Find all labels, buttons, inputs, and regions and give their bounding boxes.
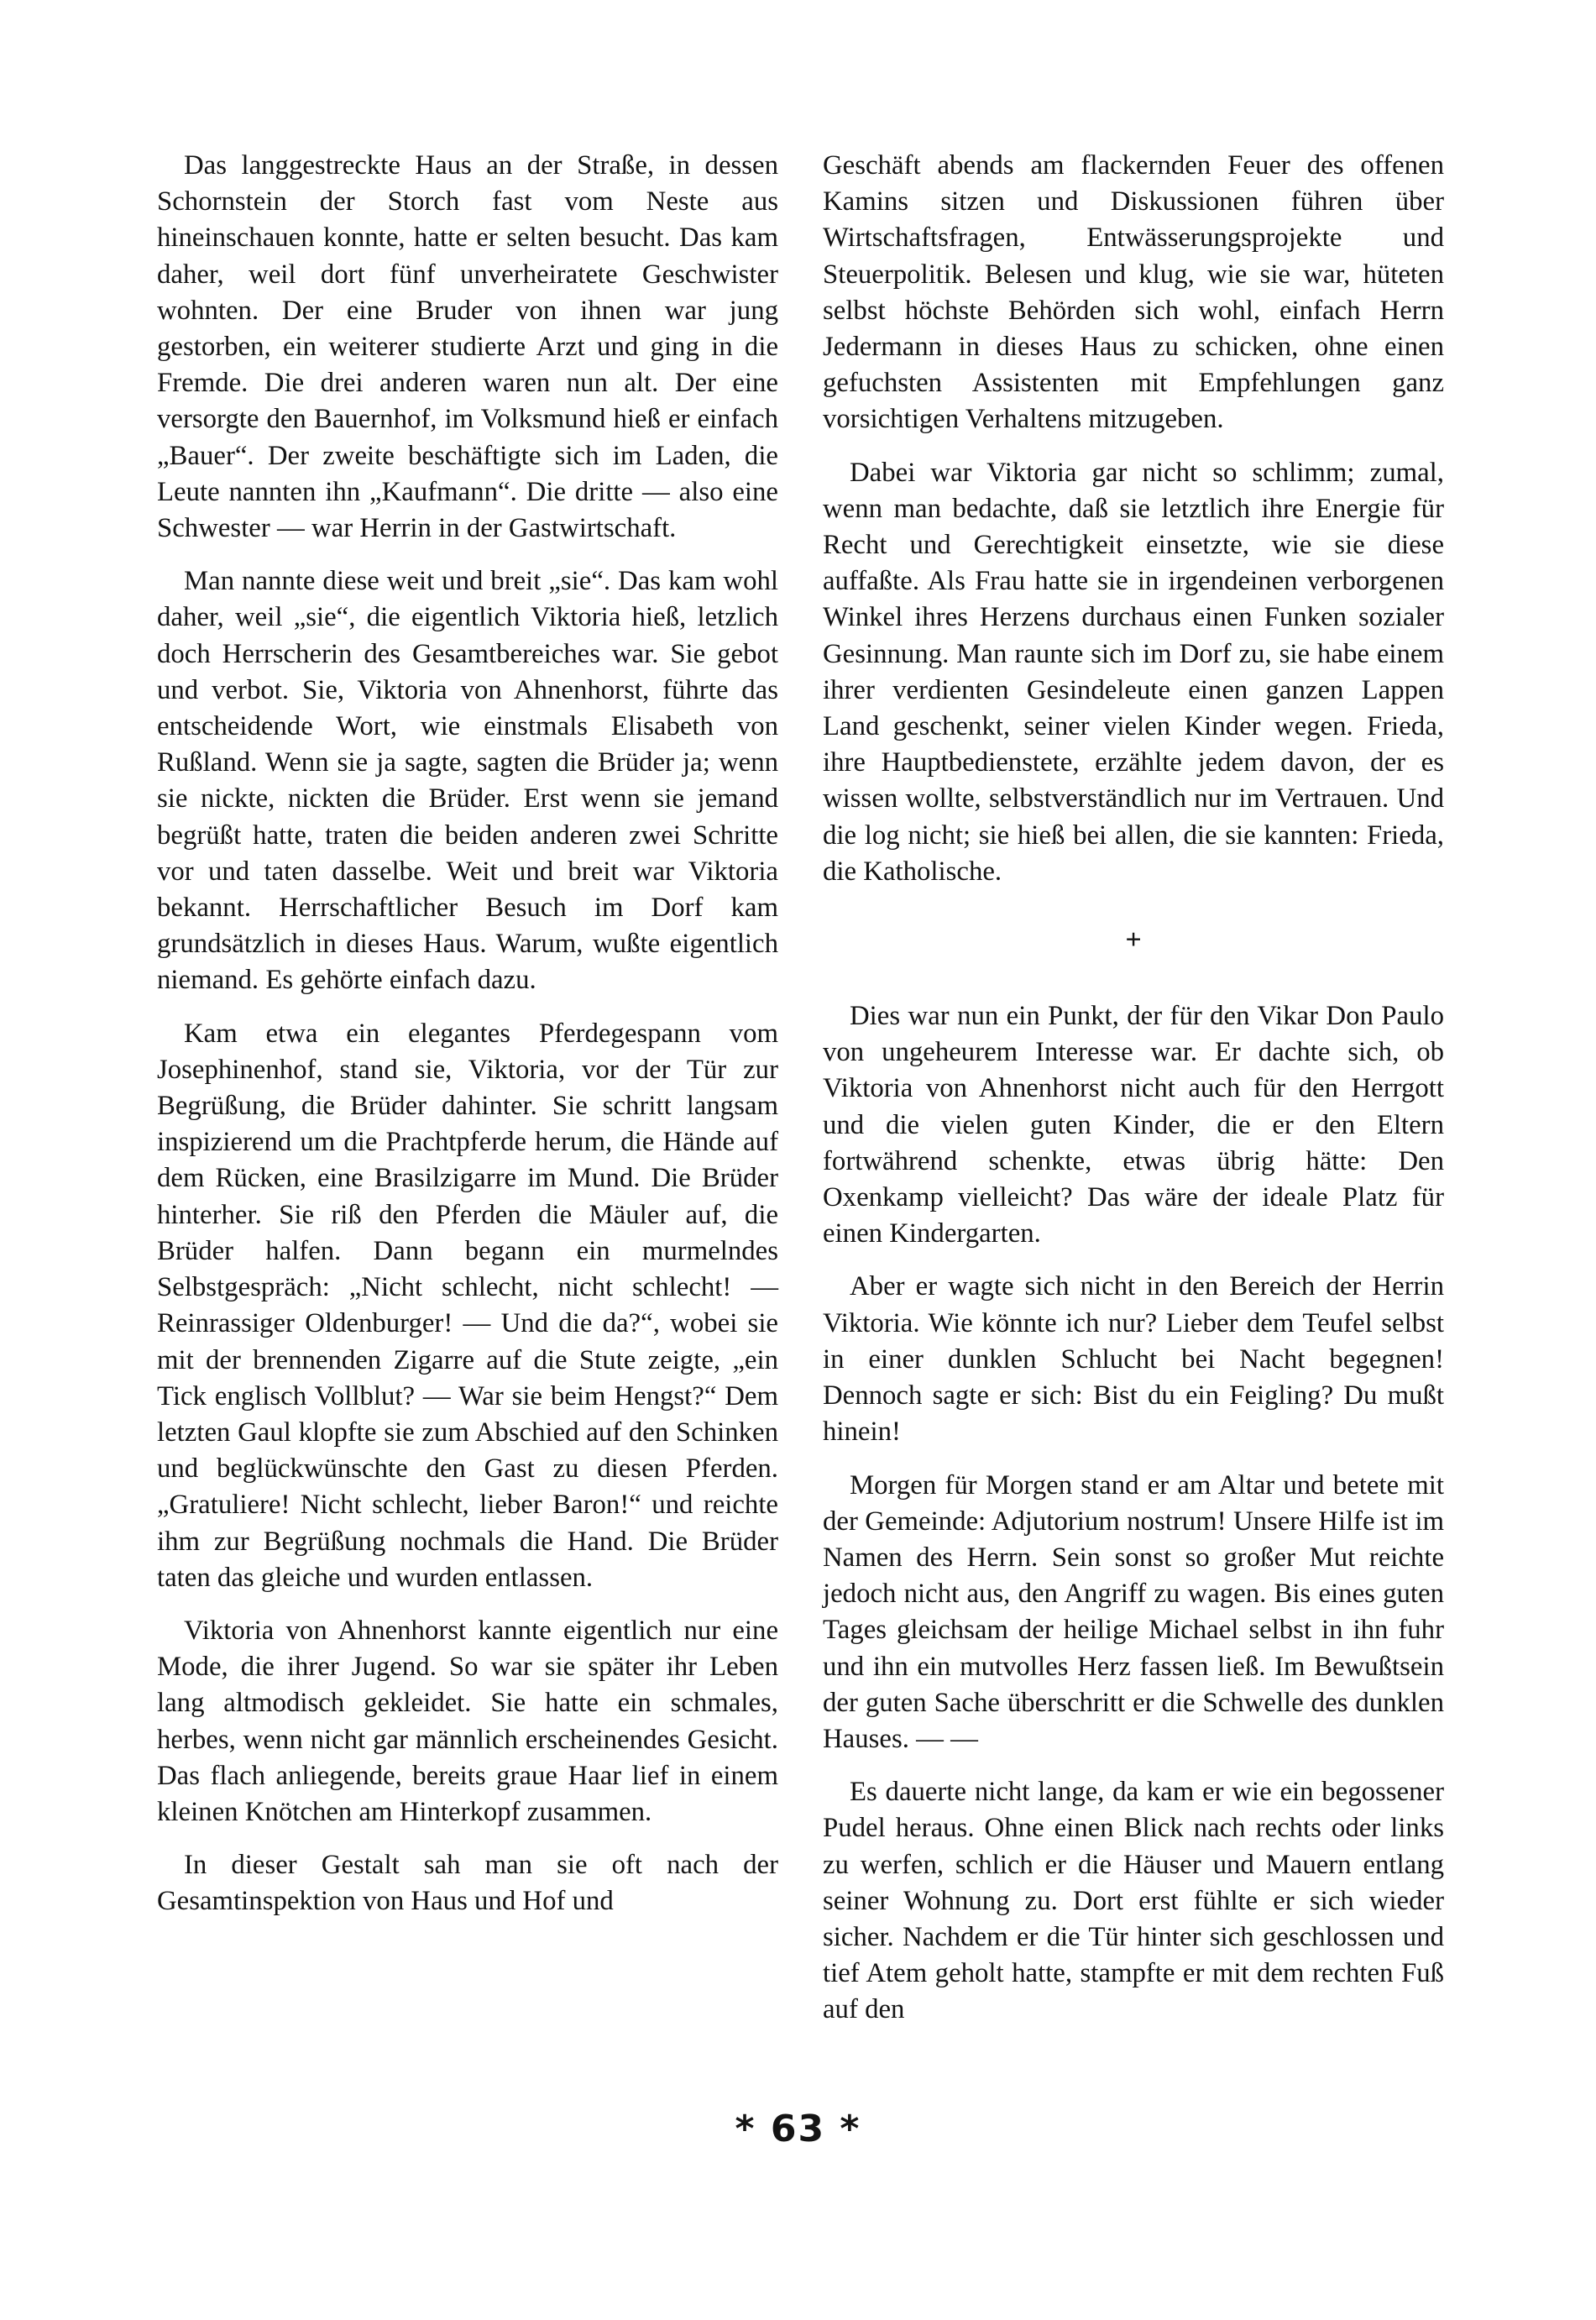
paragraph: Geschäft abends am flackernden Feuer des offenen Kamins sitzen und Diskussionen führen über Wirtschaftsfragen, Entwässerungsprojekte und Steuerpolitik. Belesen und klug, wie sie war, hüteten selbst höchste Behörden sich wohl, einfach Herrn Jedermann in dieses Haus zu schicken, ohne einen gefuchsten Assistenten mit Empfehlungen ganz vorsichtigen Verhaltens mitzugeben. [823,150,1444,435]
paragraph: Kam etwa ein elegantes Pferdegespann vom Josephinenhof, stand sie, Viktoria, vor der Tür zur Begrüßung, die Brüder dahinter. Sie schritt langsam inspizierend um die Prachtpferde herum, die Hände auf dem Rücken, eine Brasilzigarre im Mund. Die Brüder hinterher. Sie riß den Pferden die Mäuler auf, die Brüder halfen. Dann begann ein murmelndes Selbstgespräch: „Nicht schlecht, nicht schlecht! — Reinrassiger Oldenburger! — Und die da?“, wobei sie mit der brennenden Zigarre auf die Stute zeigte, „ein Tick englisch Vollblut? — War sie beim Hengst?“ Dem letzten Gaul klopfte sie zum Abschied auf den Schinken und beglückwünschte den Gast zu diesen Pferden. „Gratuliere! Nicht schlecht, lieber Baron!“ und reichte ihm zur Begrüßung nochmals die Hand. Die Brüder taten das gleiche und wurden entlassen. [157,1018,778,1593]
paragraph: Es dauerte nicht lange, da kam er wie ein begossener Pudel heraus. Ohne einen Blick nach rechts oder links zu werfen, schlich er die Häuser und Mauern entlang seiner Wohnung zu. Dort erst fühlte er sich wieder sicher. Nachdem er die Tür hinter sich geschlossen und tief Atem geholt hatte, stampfte er mit dem rechten Fuß auf den [823,1777,1444,2025]
paragraph: Man nannte diese weit und breit „sie“. Das kam wohl daher, weil „sie“, die eigentlich Viktoria hieß, letzlich doch Herrscherin des Gesamtbereiches war. Sie gebot und verbot. Sie, Viktoria von Ahnenhorst, führte das entscheidende Wort, wie einstmals Elisabeth von Rußland. Wenn sie ja sagte, sagten die Brüder ja; wenn sie nickte, nickten die Brüder. Erst wenn sie jemand begrüßt hatte, traten die beiden anderen zwei Schritte vor und taten dasselbe. Weit und breit war Viktoria bekannt. Herrschaftlicher Besuch im Dorf kam grundsätzlich in dieses Haus. Warum, wußte eigentlich niemand. Es gehörte einfach dazu. [157,566,778,996]
page-number: * 63 * [735,2108,861,2150]
right-text-column [823,148,1444,2045]
section-separator: + [1125,924,1142,956]
paragraph: Dies war nun ein Punkt, der für den Vikar Don Paulo von ungeheurem Interesse war. Er dachte sich, ob Viktoria von Ahnenhorst nicht auch für den Herrgott und die vielen guten Kinder, die er den Eltern fortwährend schenkte, etwas übrig hätte: Den Oxenkamp vielleicht? Das wäre der ideale Platz für einen Kindergarten. [823,1001,1444,1249]
paragraph: Aber er wagte sich nicht in den Bereich der Herrin Viktoria. Wie könnte ich nur? Lieber dem Teufel selbst in einer dunklen Schlucht bei Nacht begegnen! Dennoch sagte er sich: Bist du ein Feigling? Du mußt hinein! [823,1271,1444,1448]
paragraph: In dieser Gestalt sah man sie oft nach der Gesamtinspektion von Haus und Hof und [157,1850,778,1917]
paragraph: Morgen für Morgen stand er am Altar und betete mit der Gemeinde: Adjutorium nostrum! Unsere Hilfe ist im Namen des Herrn. Sein sonst so großer Mut reichte jedoch nicht aus, den Angriff zu wagen. Bis eines guten Tages gleichsam der heilige Michael selbst in ihn fuhr und ihn ein mutvolles Herz fassen ließ. Im Bewußtsein der guten Sache überschritt er die Schwelle des dunklen Hauses. — — [823,1469,1444,1754]
left-text-column [157,148,778,1937]
paragraph: Das langgestreckte Haus an der Straße, in dessen Schornstein der Storch fast vom Neste aus hineinschauen konnte, hatte er selten besucht. Das kam daher, weil dort fünf unverheiratete Geschwister wohnten. Der eine Bruder von ihnen war jung gestorben, ein weiterer studierte Arzt und ging in die Fremde. Die drei anderen waren nun alt. Der eine versorgte den Bauernhof, im Volksmund hieß er einfach „Bauer“. Der zweite beschäftigte sich im Laden, die Leute nannten ihn „Kaufmann“. Die dritte — also eine Schwester — war Herrin in der Gastwirtschaft. [157,150,778,544]
paragraph: Dabei war Viktoria gar nicht so schlimm; zumal, wenn man bedachte, daß sie letztlich ihre Energie für Recht und Gerechtigkeit einsetzte, wie sie diese auffaßte. Als Frau hatte sie in irgendeinen verborgenen Winkel ihres Herzens durchaus einen Funken sozialer Gesinnung. Man raunte sich im Dorf zu, sie habe einem ihrer verdienten Gesindeleute einen ganzen Lappen Land geschenkt, seiner vielen Kinder wegen. Frieda, ihre Hauptbedienstete, erzählte jedem davon, der es wissen wollte, selbstverständlich nur im Vertrauen. Und die log nicht; sie hieß bei allen, die sie kannten: Frieda, die Katholische. [823,457,1444,887]
paragraph: Viktoria von Ahnenhorst kannte eigentlich nur eine Mode, die ihrer Jugend. So war sie später ihr Leben lang altmodisch gekleidet. Sie hatte ein schmales, herbes, wenn nicht gar männlich erscheinendes Gesicht. Das flach anliegende, bereits graue Haar lief in einem kleinen Knötchen am Hinterkopf zusammen. [157,1615,778,1827]
